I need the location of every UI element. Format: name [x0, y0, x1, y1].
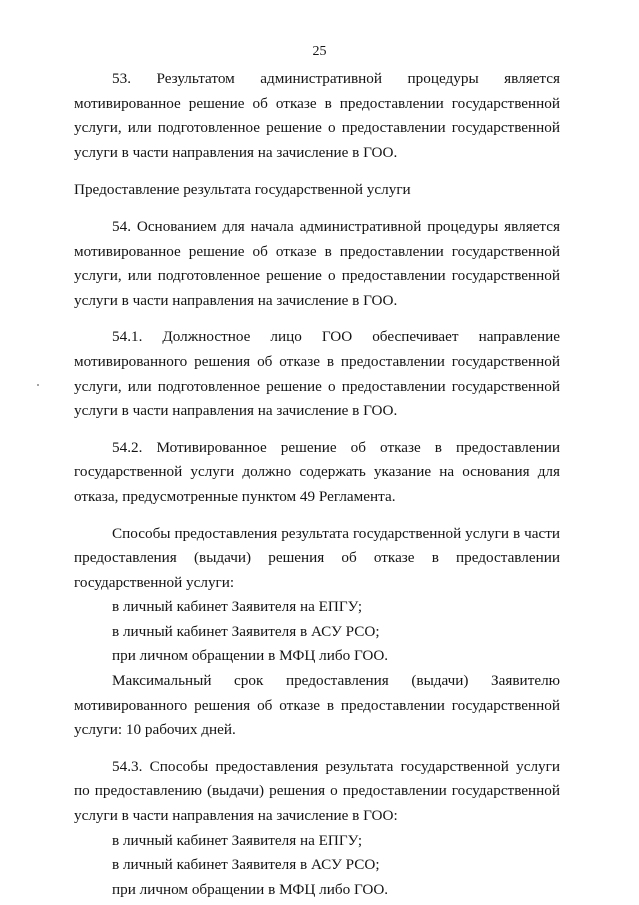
document-body — [74, 67, 560, 902]
paragraph-54-2: 54.2. Мотивированное решение об отказе в предоставлении государственной услуги должно содержать указание на основания для отказа, предусмотренные пунктом 49 Регламента. — [74, 438, 560, 505]
section-heading: Предоставление результата государственной услуги — [74, 181, 411, 199]
list-item-grant-epgu: в личный кабинет Заявителя на ЕПГУ; — [112, 831, 363, 849]
list-item-refusal-asu-rso: в личный кабинет Заявителя в АСУ РСО; — [112, 622, 380, 640]
paragraph-54-3: 54.3. Способы предоставления результата государственной услуги по предоставлению (выдачи) решения о предоставлении государственной услуги в части направления на зачисление в ГОО: — [74, 757, 560, 825]
page-number: 25 — [312, 44, 327, 59]
paragraph-54-1: 54.1. Должностное лицо ГОО обеспечивает направление мотивированного решения об отказе в предоставлении государственной услуги, или подготовленное решение о предоставлении государственной услуги в части направления на зачисление в ГОО. — [74, 328, 560, 420]
paragraph-max-term: Максимальный срок предоставления (выдачи) Заявителю мотивированного решения об отказе в предоставлении государственной услуги: 10 рабочих дней. — [74, 672, 560, 739]
paragraph-53: 53. Результатом административной процедуры является мотивированное решение об отказе в предоставлении государственной услуги, или подготовленное решение о предоставлении государственной услуги в части направления на зачисление в ГОО. — [74, 70, 560, 161]
list-item-refusal-epgu: в личный кабинет Заявителя на ЕПГУ; — [112, 598, 363, 616]
list-item-grant-mfc: при личном обращении в МФЦ либо ГОО. — [112, 880, 389, 898]
paragraph-refusal-methods-intro: Способы предоставления результата государственной услуги в части предоставления (выдачи) решения об отказе в предоставлении государственной услуги: — [74, 524, 560, 591]
scan-speck — [37, 384, 39, 386]
list-item-grant-asu-rso: в личный кабинет Заявителя в АСУ РСО; — [112, 856, 380, 874]
paragraph-54: 54. Основанием для начала административной процедуры является мотивированное решение об отказе в предоставлении государственной услуги, или подготовленное решение о предоставлении государственной услуги в части направления на зачисление в ГОО. — [74, 217, 560, 309]
list-item-refusal-mfc: при личном обращении в МФЦ либо ГОО. — [112, 647, 389, 665]
